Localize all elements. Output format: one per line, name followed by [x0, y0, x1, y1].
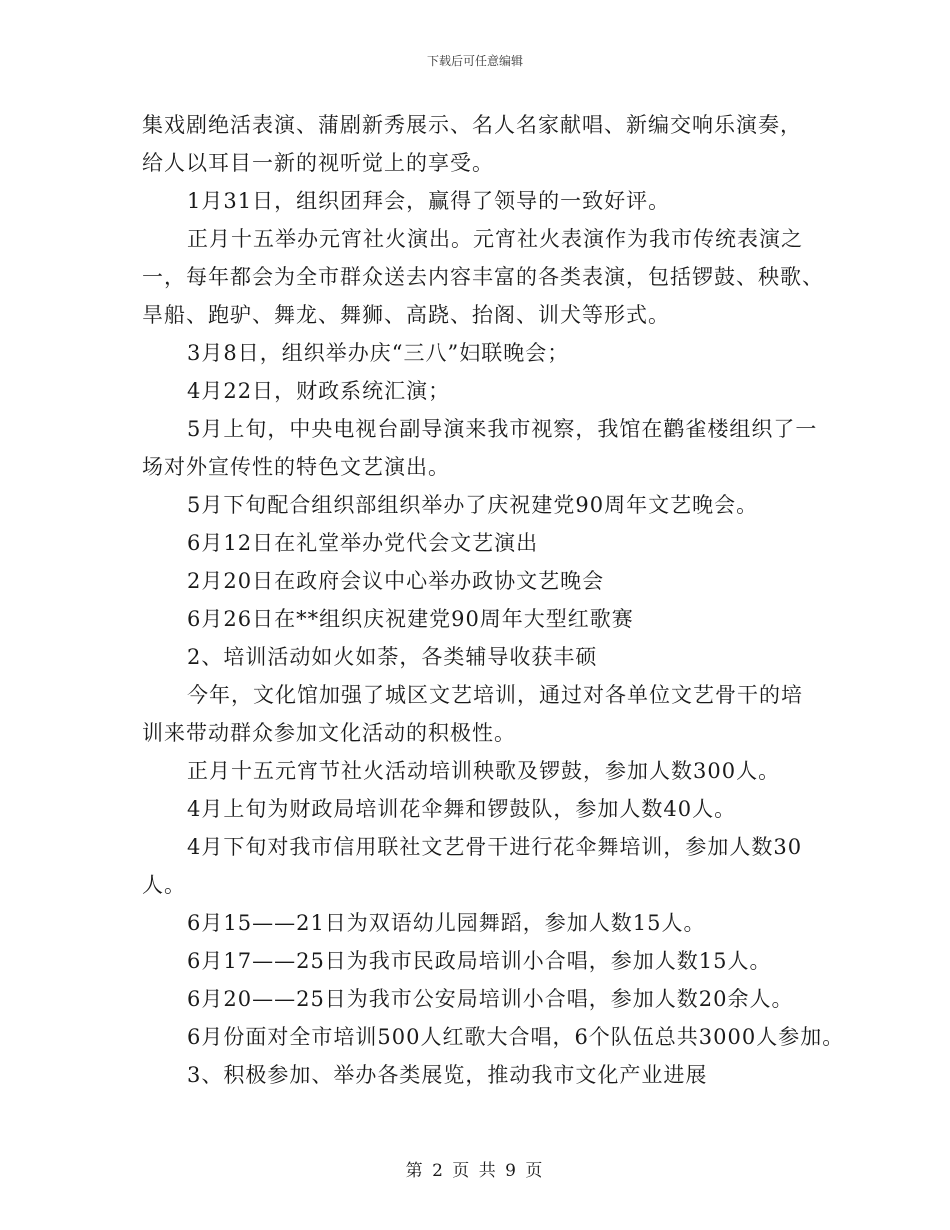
document-body — [142, 106, 845, 1094]
text-line: 旱船、跑驴、舞龙、舞狮、高跷、抬阁、训犬等形式。 — [142, 303, 670, 327]
text-line: 正月十五举办元宵社火演出。元宵社火表演作为我市传统表演之 — [187, 227, 803, 251]
text-line: 6月15——21日为双语幼儿园舞蹈，参加人数15人。 — [187, 911, 706, 935]
section-heading: 3、积极参加、举办各类展览，推动我市文化产业进展 — [187, 1063, 708, 1087]
text-line: 4月下旬对我市信用联社文艺骨干进行花伞舞培训，参加人数30 — [187, 835, 803, 859]
text-line: 6月26日在**组织庆祝建党90周年大型红歌赛 — [187, 607, 634, 631]
text-line: 今年，文化馆加强了城区文艺培训，通过对各单位文艺骨干的培 — [187, 683, 803, 707]
text-line: 训来带动群众参加文化活动的积极性。 — [142, 721, 516, 745]
text-line: 6月20——25日为我市公安局培训小合唱，参加人数20余人。 — [187, 987, 794, 1011]
text-line: 3月8日，组织举办庆“三八”妇联晚会； — [187, 341, 570, 365]
section-heading: 2、培训活动如火如荼，各类辅导收获丰硕 — [187, 645, 598, 669]
page-header: 下载后可任意编辑 — [426, 54, 523, 68]
text-line: 4月上旬为财政局培训花伞舞和锣鼓队，参加人数40人。 — [187, 797, 737, 821]
text-line: 1月31日，组织团拜会，赢得了领导的一致好评。 — [187, 189, 671, 213]
text-line: 5月上旬，中央电视台副导演来我市视察，我馆在鹳雀楼组织了一 — [187, 417, 818, 441]
text-line: 4月22日，财政系统汇演； — [187, 379, 451, 403]
text-line: 6月12日在礼堂举办党代会文艺演出 — [187, 531, 539, 555]
text-line: 场对外宣传性的特色文艺演出。 — [142, 455, 450, 479]
text-line: 6月份面对全市培训500人红歌大合唱，6个队伍总共3000人参加。 — [187, 1025, 845, 1049]
text-line: 给人以耳目一新的视听觉上的享受。 — [142, 151, 494, 175]
text-line: 人。 — [142, 873, 186, 897]
text-line: 6月17——25日为我市民政局培训小合唱，参加人数15人。 — [187, 949, 772, 973]
text-line: 集戏剧绝活表演、蒲剧新秀展示、名人名家献唱、新编交响乐演奏， — [142, 113, 802, 137]
text-line: 正月十五元宵节社火活动培训秧歌及锣鼓，参加人数300人。 — [187, 759, 781, 783]
text-line: 一，每年都会为全市群众送去内容丰富的各类表演，包括锣鼓、秧歌、 — [142, 265, 824, 289]
page-number: 第 2 页 共 9 页 — [405, 1161, 545, 1181]
text-line: 2月20日在政府会议中心举办政协文艺晚会 — [187, 569, 605, 593]
text-line: 5月下旬配合组织部组织举办了庆祝建党90周年文艺晚会。 — [187, 493, 759, 517]
